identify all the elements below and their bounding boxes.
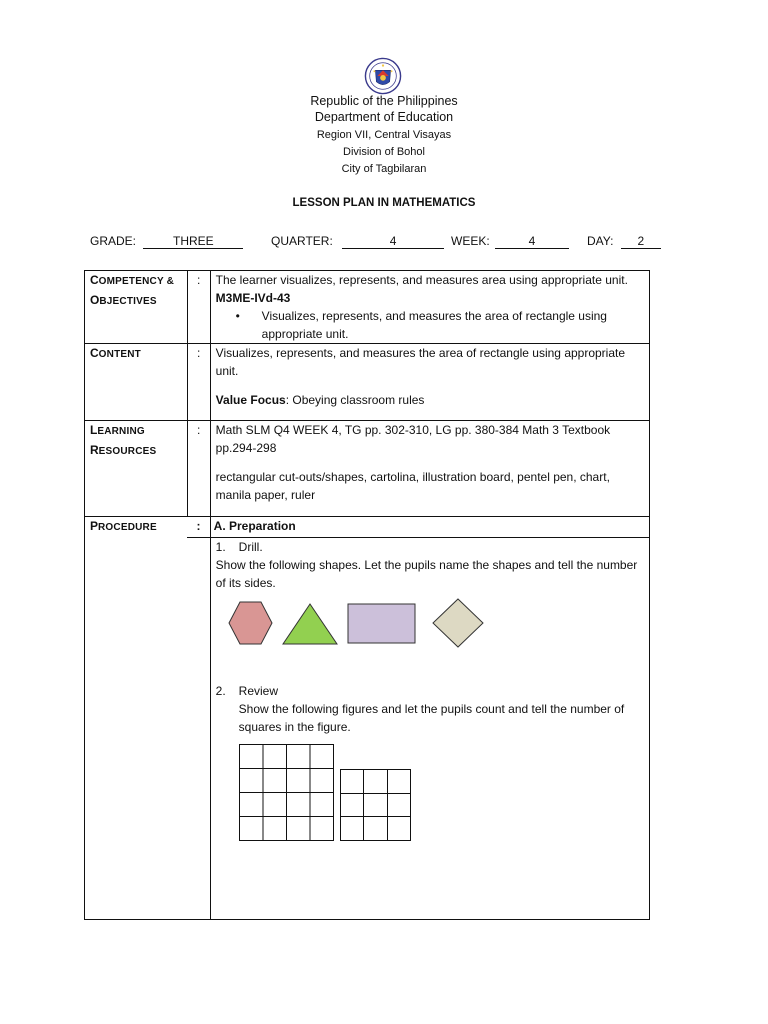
letterhead-sub — [0, 127, 768, 178]
lesson-plan-table — [84, 270, 650, 920]
resources-body — [210, 421, 649, 517]
quarter-field — [271, 234, 444, 249]
grid-3x3 — [340, 769, 410, 840]
content-body — [210, 344, 649, 421]
drill-text: Show the following shapes. Let the pupils name the shapes and tell the number of its sides. — [215, 557, 638, 590]
day-label: DAY: — [587, 234, 614, 248]
department-line: Department of Education — [314, 110, 454, 124]
competency-label: COMPETENCY & OBJECTIVES — [85, 271, 188, 344]
resources-colon: : — [187, 421, 210, 517]
competency-bullet: • Visualizes, represents, and measures the area of rectangle using appropriate unit. — [216, 307, 644, 343]
procedure-label-cont — [85, 537, 211, 919]
drill-shapes — [216, 598, 496, 656]
procedure-colon: : — [187, 517, 210, 538]
procedure-section — [210, 517, 649, 538]
procedure-content-row — [85, 537, 650, 919]
competency-row — [85, 271, 650, 344]
letterhead-main — [0, 93, 768, 125]
value-focus-label: Value Focus — [215, 393, 286, 407]
day-field — [587, 234, 661, 249]
resources-row — [85, 421, 650, 517]
competency-body — [210, 271, 649, 344]
review-grids — [239, 744, 439, 844]
week-value: 4 — [495, 235, 569, 249]
grade-label: GRADE: — [90, 234, 137, 248]
drill-title: Drill. — [238, 539, 263, 554]
preparation-heading: A. Preparation — [213, 519, 296, 533]
procedure-row — [85, 517, 650, 538]
division-line: Division of Bohol — [343, 146, 425, 158]
resources-text-2: rectangular cut-outs/shapes, cartolina, illustration board, pentel pen, chart, manila paper, ruler — [215, 470, 610, 502]
region-line: Region VII, Central Visayas — [316, 129, 452, 141]
week-label: WEEK: — [451, 234, 490, 248]
resources-text-1: Math SLM Q4 WEEK 4, TG pp. 302-310, LG pp. 380-384 Math 3 Textbook pp.294-298 — [215, 423, 611, 455]
content-colon: : — [187, 344, 210, 421]
quarter-value: 4 — [342, 235, 444, 249]
week-field — [451, 234, 569, 249]
city-line: City of Tagbilaran — [341, 163, 427, 175]
resources-label: LEARNING RESOURCES — [85, 421, 188, 517]
page-title: LESSON PLAN IN MATHEMATICS — [292, 197, 476, 209]
rectangle-shape — [348, 604, 415, 643]
value-focus-text: : Obeying classroom rules — [285, 393, 425, 407]
value-focus — [216, 391, 644, 409]
drill-item: 1. Drill. — [215, 539, 263, 554]
rhombus-shape — [433, 599, 483, 647]
deped-seal-icon — [364, 57, 402, 95]
quarter-label: QUARTER: — [271, 234, 333, 248]
review-title: Review — [238, 683, 279, 698]
content-label: CONTENT — [85, 344, 188, 421]
triangle-shape — [283, 604, 337, 644]
day-value: 2 — [621, 235, 661, 249]
republic-line: Republic of the Philippines — [310, 94, 458, 108]
review-item: 2. Review — [215, 683, 279, 698]
procedure-label: PROCEDURE — [85, 517, 188, 538]
content-text: Visualizes, represents, and measures the area of rectangle using appropriate unit. — [215, 346, 626, 378]
grade-field — [90, 234, 243, 249]
grade-value: THREE — [143, 235, 243, 249]
competency-code: M3ME-IVd-43 — [215, 291, 291, 305]
procedure-body — [210, 537, 649, 919]
competency-text: The learner visualizes, represents, and measures area using appropriate unit. — [215, 273, 628, 287]
hexagon-shape — [229, 602, 272, 644]
competency-colon: : — [187, 271, 210, 344]
content-row — [85, 344, 650, 421]
grid-4x4 — [239, 744, 333, 840]
review-text: Show the following figures and let the pupils count and tell the number of squares in the figure. — [238, 701, 625, 734]
